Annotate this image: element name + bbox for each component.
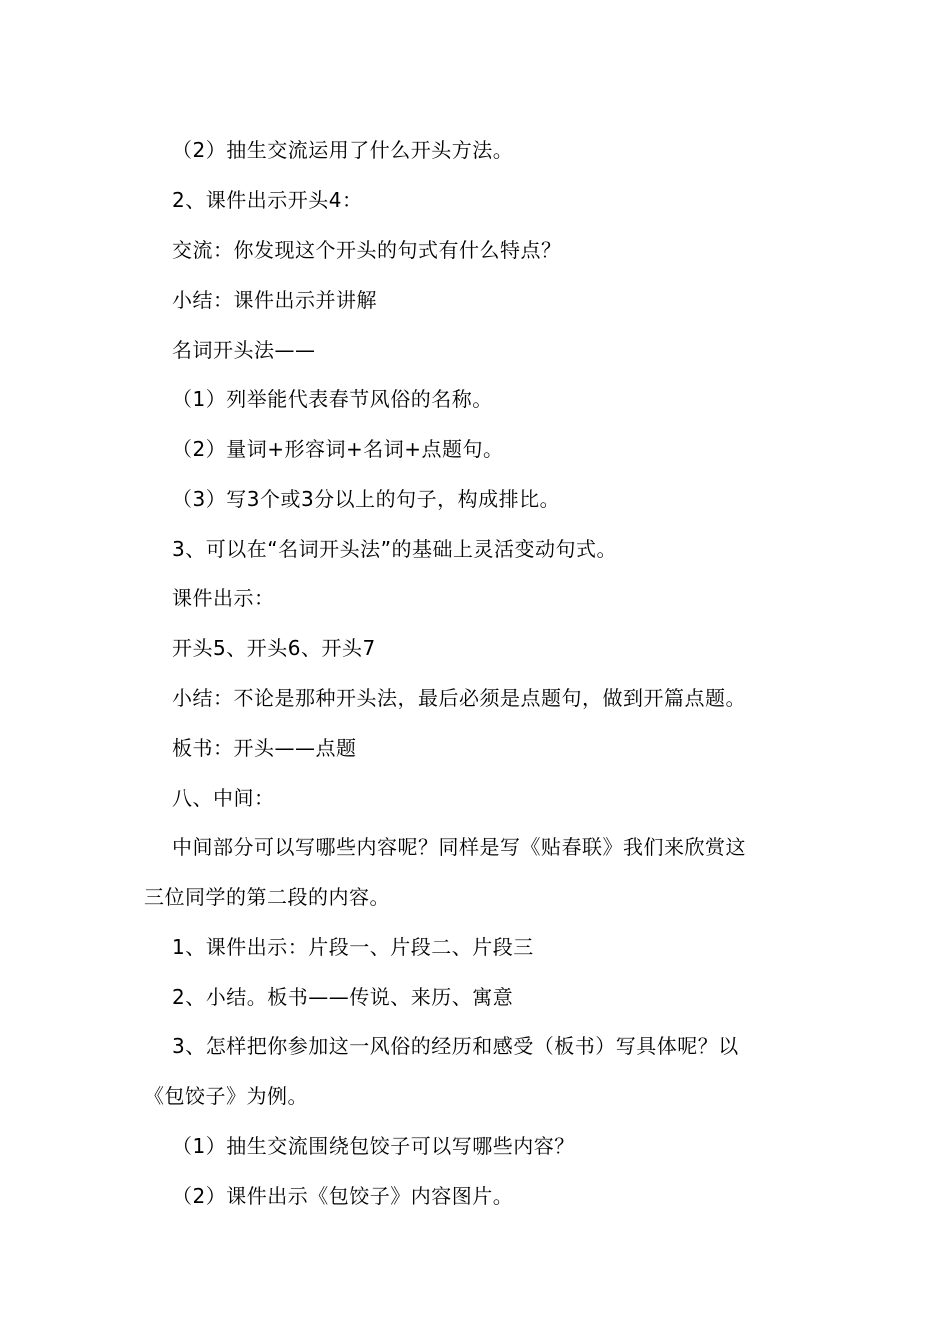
text-line: （2）量词+形容词+名词+点题句。 bbox=[172, 437, 504, 461]
text-line: 名词开头法—— bbox=[172, 338, 316, 362]
text-line: 3、可以在“名词开头法”的基础上灵活变动句式。 bbox=[172, 537, 617, 561]
text-line: 小结：课件出示并讲解 bbox=[172, 288, 377, 312]
text-line: （1）列举能代表春节风俗的名称。 bbox=[172, 387, 493, 411]
section-heading: 八、中间： bbox=[172, 786, 275, 810]
text-line: 1、课件出示：片段一、片段二、片段三 bbox=[172, 935, 534, 959]
text-line: 《包饺子》为例。 bbox=[144, 1084, 308, 1108]
text-line: （1）抽生交流围绕包饺子可以写哪些内容？ bbox=[172, 1134, 575, 1158]
text-line: （2）课件出示《包饺子》内容图片。 bbox=[172, 1184, 514, 1208]
text-line: （3）写3个或3分以上的句子，构成排比。 bbox=[172, 487, 561, 511]
text-line: 2、小结。板书——传说、来历、寓意 bbox=[172, 985, 514, 1009]
text-line: 课件出示： bbox=[172, 586, 275, 610]
text-line: 交流：你发现这个开头的句式有什么特点？ bbox=[172, 238, 562, 262]
text-line: 小结：不论是那种开头法，最后必须是点题句，做到开篇点题。 bbox=[172, 686, 746, 710]
text-line: （2）抽生交流运用了什么开头方法。 bbox=[172, 138, 514, 162]
text-line: 中间部分可以写哪些内容呢？同样是写《贴春联》我们来欣赏这 bbox=[172, 835, 746, 859]
text-line: 2、课件出示开头4： bbox=[172, 188, 363, 212]
text-line: 3、怎样把你参加这一风俗的经历和感受（板书）写具体呢？以 bbox=[172, 1034, 739, 1058]
text-line: 开头5、开头6、开头7 bbox=[172, 636, 376, 660]
text-line: 三位同学的第二段的内容。 bbox=[144, 885, 390, 909]
text-line: 板书：开头——点题 bbox=[172, 736, 357, 760]
